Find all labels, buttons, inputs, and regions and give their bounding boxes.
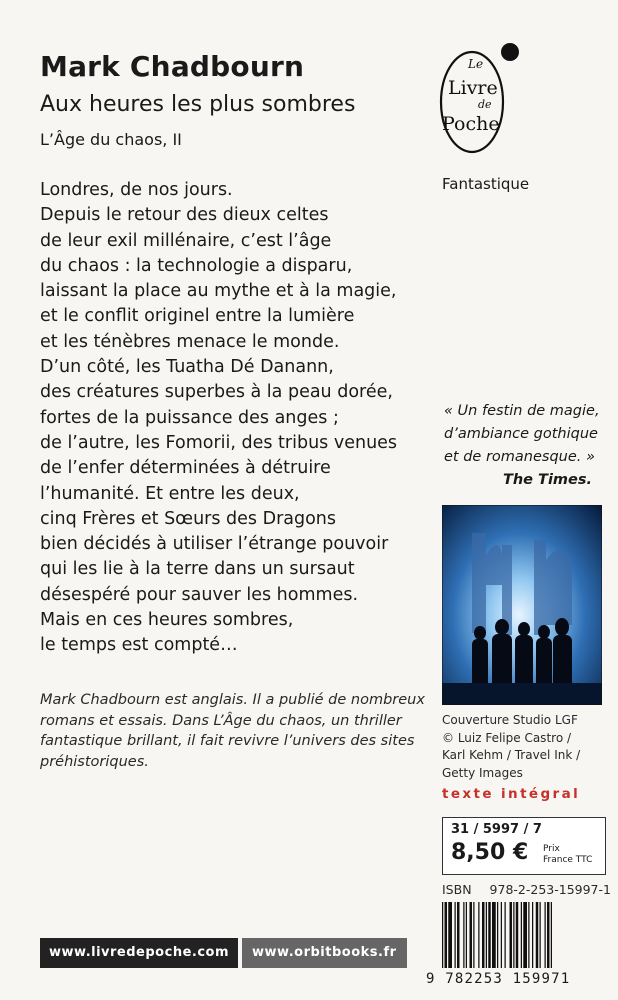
blurb-line: Londres, de nos jours. (40, 180, 233, 200)
blurb-line: bien décidés à utiliser l’étrange pouvoir (40, 534, 389, 555)
price-label (543, 844, 592, 866)
barcode-bar (551, 902, 552, 968)
barcode-bar (545, 902, 546, 968)
price-box (442, 817, 606, 875)
barcode (440, 902, 606, 968)
blurb-line: du chaos : la technologie a disparu, (40, 255, 353, 276)
barcode-bar (445, 902, 448, 968)
barcode-bar (482, 902, 485, 968)
texte-integral-label: texte intégral (442, 786, 581, 802)
barcode-bar (510, 902, 513, 968)
barcode-bar (492, 902, 496, 968)
blurb-line: de leur exil millénaire, c’est l’âge (40, 230, 332, 251)
barcode-bar (532, 902, 533, 968)
bio-line: fantastique brillant, il fait revivre l’univers des sites (40, 733, 415, 749)
barcode-bar (457, 902, 460, 968)
bio-line: Mark Chadbourn est anglais. Il a publié de nombreux (40, 692, 425, 708)
barcode-bar (466, 902, 467, 968)
websites-strip (40, 938, 407, 968)
cover-credits (442, 712, 580, 782)
catalog-code: 31 / 5997 / 7 (451, 822, 542, 837)
barcode-bar (528, 902, 529, 968)
barcode-bar (540, 902, 541, 968)
barcode-bar (516, 902, 519, 968)
blurb-line: désespéré pour sauver les hommes. (40, 584, 359, 605)
price: 8,50 € (451, 840, 529, 865)
ttc-label: France TTC (543, 855, 593, 865)
quote-line: et de romanesque. » (444, 449, 595, 465)
cover-image (442, 505, 602, 705)
blurb-text (40, 178, 420, 659)
barcode-bar (473, 902, 474, 968)
bio-line: préhistoriques. (40, 753, 149, 770)
barcode-bar (547, 902, 550, 968)
quote-source: The Times. (502, 472, 592, 488)
barcode-bar (455, 902, 456, 968)
blurb-line: de l’autre, les Fomorii, des tribus venues (40, 432, 398, 453)
logo-text-livre: Livre (448, 77, 498, 99)
website-livredepoche: www.livredepoche.com (40, 938, 238, 968)
blurb-line: et les ténèbres menace le monde. (40, 331, 340, 352)
barcode-digits: 9 782253 159971 (426, 971, 571, 987)
website-orbitbooks: www.orbitbooks.fr (242, 938, 407, 968)
quote-line: « Un festin de magie, (444, 403, 600, 419)
isbn-line (442, 882, 611, 897)
press-quote (444, 400, 600, 492)
blurb-line: des créatures superbes à la peau dorée, (40, 382, 393, 403)
barcode-bar (488, 902, 491, 968)
author-name: Mark Chadbourn (40, 50, 305, 83)
blurb-line: D’un côté, les Tuatha Dé Danann, (40, 357, 334, 378)
book-title: Aux heures les plus sombres (40, 92, 356, 117)
blurb-line: de l’enfer déterminées à détruire (40, 458, 331, 479)
isbn-label: ISBN (442, 882, 472, 897)
barcode-bar (442, 902, 443, 968)
blurb-line: l’humanité. Et entre les deux, (40, 483, 300, 504)
barcode-bar (501, 902, 502, 968)
author-bio (40, 690, 425, 772)
barcode-bar (513, 902, 514, 968)
logo-text-le: Le (468, 57, 484, 71)
barcode-bar (536, 902, 539, 968)
barcode-bar (521, 902, 522, 968)
barcode-bar (505, 902, 506, 968)
blurb-line: fortes de la puissance des anges ; (40, 407, 339, 428)
blurb-line: qui les lie à la terre dans un sursaut (40, 559, 355, 580)
blurb-line: Mais en ces heures sombres, (40, 610, 294, 631)
barcode-bar (470, 902, 473, 968)
barcode-bar (463, 902, 464, 968)
credit-line: Karl Kehm / Travel Ink / (442, 748, 581, 762)
series-subtitle: L’Âge du chaos, II (40, 130, 182, 149)
livre-de-poche-logo (434, 42, 520, 158)
prix-label: Prix (543, 844, 560, 854)
barcode-bar (448, 902, 452, 968)
barcode-bar (486, 902, 487, 968)
quote-line: d’ambiance gothique (444, 426, 598, 442)
credit-line: Getty Images (442, 765, 523, 780)
credit-line: © Luiz Felipe Castro / (442, 730, 572, 745)
bio-line: romans et essais. Dans L’Âge du chaos, un thriller (40, 712, 402, 729)
barcode-bar (497, 902, 498, 968)
barcode-bar (478, 902, 479, 968)
blurb-line: cinq Frères et Sœurs des Dragons (40, 508, 337, 529)
logo-text-poche: Poche (442, 113, 500, 135)
isbn-number: 978-2-253-15997-1 (489, 882, 611, 897)
logo-text-de: de (478, 98, 492, 111)
blurb-line: laissant la place au mythe et à la magie, (40, 281, 397, 302)
blurb-line: Depuis le retour des dieux celtes (40, 205, 329, 226)
credit-line: Couverture Studio LGF (442, 713, 578, 727)
barcode-bar (523, 902, 527, 968)
genre-label: Fantastique (442, 175, 530, 193)
blurb-line: le temps est compté… (40, 635, 238, 656)
blurb-line: et le conflit originel entre la lumière (40, 306, 355, 327)
